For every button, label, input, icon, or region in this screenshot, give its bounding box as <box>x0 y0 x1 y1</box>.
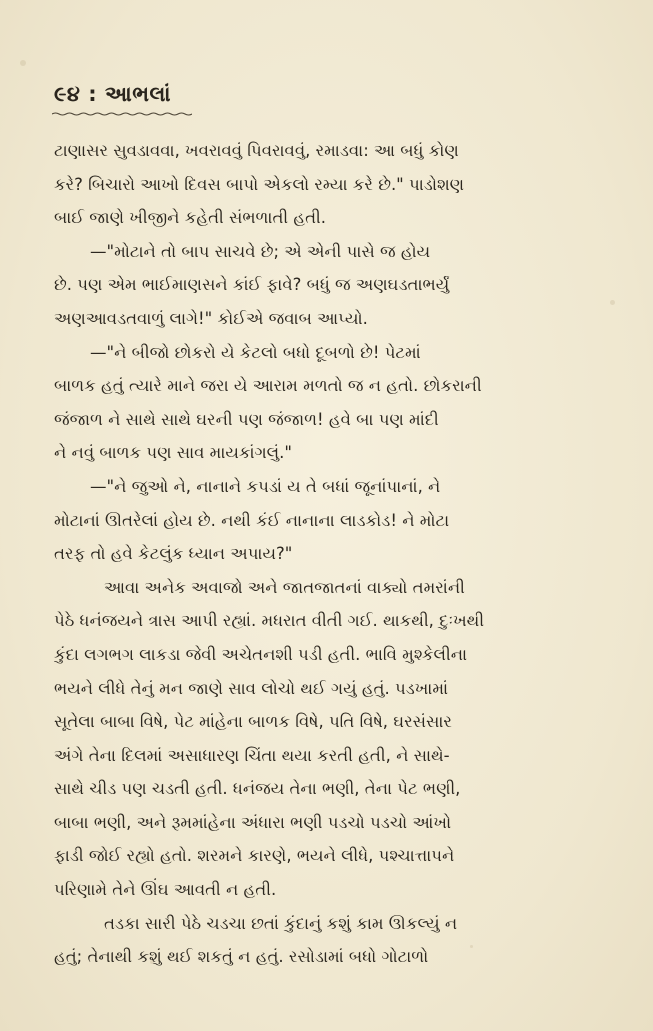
text-line: તરફ તો હવે કેટલુંક ધ્યાન અપાય?" <box>54 544 293 564</box>
text-line: હતું; તેનાથી કશું થઈ શકતું ન હતું. રસોડામાં બધો ગોટાળો <box>54 947 429 967</box>
text-line: —"ને જુઓ ને, નાનાને કપડાં ય તે બધાં જૂનાંપાનાં, ને <box>90 476 441 496</box>
text-line: સાથે ચીડ પણ ચડતી હતી. ધનંજય તેના ભણી, તેના પેટ ભણી, <box>54 779 461 799</box>
body-text <box>54 134 614 974</box>
text-line: આવા અનેક અવાજો અને જાતજાતનાં વાક્યો તમરાંની <box>104 577 465 597</box>
text-line: બાબા ભણી, અને રૂમમાંહેના અંધારા ભણી પડચો પડચો આંખો <box>54 812 452 832</box>
text-line: ભયને લીધે તેનું મન જાણે સાવ લોચો થઈ ગયું હતું. પડખામાં <box>54 678 449 698</box>
text-line: તડકા સારી પેઠે ચડચા છતાં કુંદાનું કશું કામ ઊકલ્યું ન <box>104 913 458 933</box>
text-line: બાઈ જાણે ખીજીને કહેતી સંભળાતી હતી. <box>54 208 326 228</box>
text-line: ફાડી જોઈ રહ્યો હતો. શરમને કારણે, ભયને લીધે, પશ્ચાત્તાપને <box>54 846 455 866</box>
page-number: ૯૪ <box>54 82 81 106</box>
running-header <box>54 82 171 107</box>
header-wavy-rule <box>52 112 192 116</box>
text-line: કુંદા લગભગ લાકડા જેવી અચેતનશી પડી હતી. ભાવિ મુશ્કેલીના <box>54 644 468 664</box>
text-line: કરે? બિચારો આખો દિવસ બાપો એકલો રમ્યા કરે છે." પાડોશણ <box>54 174 465 194</box>
text-line: —"ને બીજો છોકરો યે કેટલો બધો દૂબળો છે! પેટમાં <box>90 342 421 362</box>
text-line: અંગે તેના દિલમાં અસાધારણ ચિંતા થયા કરતી હતી, ને સાથે- <box>54 745 450 765</box>
text-line: જંજાળ ને સાથે સાથે ઘરની પણ જંજાળ! હવે બા પણ માંદી <box>54 409 439 429</box>
text-line: પેઠે ધનંજયને ત્રાસ આપી રહ્યાં. મધરાત વીતી ગઈ. થાકથી, દુઃખથી <box>54 611 485 631</box>
text-line: મોટાનાં ઊતરેલાં હોય છે. નથી કંઈ નાનાના લાડકોડ! ને મોટા <box>54 510 450 530</box>
text-line: સૂતેલા બાબા વિષે, પેટ માંહેના બાળક વિષે, પતિ વિષે, ઘરસંસાર <box>54 712 452 732</box>
text-line: અણઆવડતવાળું લાગે!" કોઈએ જવાબ આપ્યો. <box>54 308 368 328</box>
paper-speck <box>20 60 26 66</box>
book-title: આભલાં <box>104 82 172 106</box>
text-line: બાળક હતું ત્યારે માને જરા યે આરામ મળતો જ ન હતો. છોકરાની <box>54 376 482 396</box>
text-line: છે. પણ એમ ભાઈમાણસને કાંઈ ફાવે? બધું જ અણઘડતાભર્યું <box>54 275 450 295</box>
text-line: પરિણામે તેને ઊંઘ આવતી ન હતી. <box>54 880 277 900</box>
text-line: —"મોટાને તો બાપ સાચવે છે; એ એની પાસે જ હોય <box>90 241 431 261</box>
header-separator: : <box>88 82 98 106</box>
text-line: ને નવું બાળક પણ સાવ માયકાંગલું." <box>54 443 292 463</box>
text-line: ટાણાસર સુવડાવવા, ખવરાવવું પિવરાવવું, રમાડવા: આ બધું કોણ <box>54 141 459 160</box>
